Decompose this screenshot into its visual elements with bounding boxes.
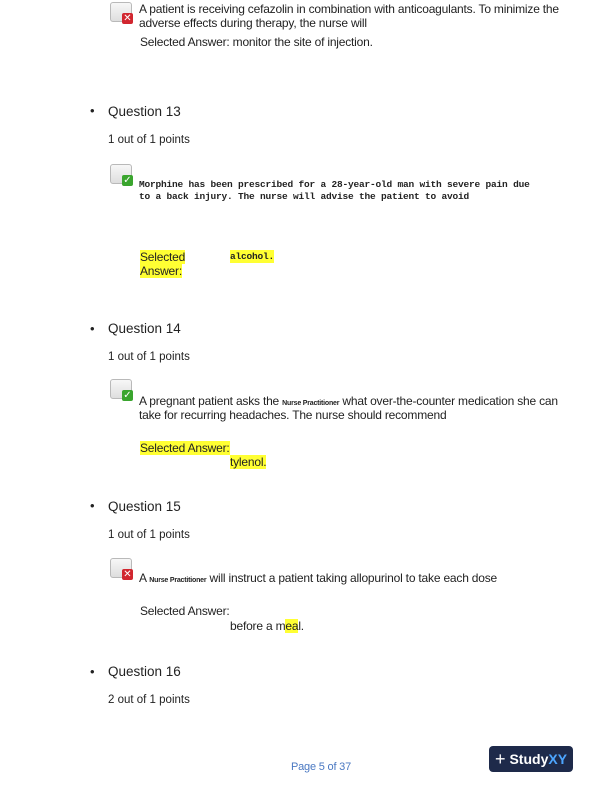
question-points: 1 out of 1 points — [108, 529, 190, 541]
nurse-practitioner-term: Nurse Practitioner — [282, 400, 340, 407]
correct-check-icon: ✓ — [123, 390, 132, 401]
stem-text: A pregnant patient asks the — [139, 394, 283, 408]
question-title: Question 13 — [108, 104, 181, 119]
correct-check-icon: ✓ — [123, 175, 132, 186]
incorrect-x-icon: ✕ — [123, 569, 132, 580]
question-stem: take for recurring headaches. The nurse should recommend — [139, 408, 447, 422]
selected-answer-value: tylenol. — [230, 455, 267, 469]
list-bullet: • — [90, 664, 95, 679]
selected-answer-label: Answer: — [140, 264, 182, 278]
question-status-incorrect-icon — [110, 558, 136, 582]
question-status-correct-icon — [110, 164, 136, 188]
selected-answer-label: Selected — [140, 250, 186, 264]
selected-answer: Selected Answer: monitor the site of injection. — [140, 35, 373, 49]
selected-answer-value: alcohol. — [230, 251, 275, 262]
question-status-correct-icon — [110, 379, 136, 403]
list-bullet: • — [90, 321, 95, 336]
page-number: Page 5 of 37 — [291, 761, 351, 773]
question-title: Question 15 — [108, 499, 181, 514]
question-points: 2 out of 1 points — [108, 694, 190, 706]
stem-text: will instruct a patient taking allopurinol to take each dose — [206, 571, 498, 585]
stem-text: what over-the-counter medication she can — [339, 394, 558, 408]
question-points: 1 out of 1 points — [108, 351, 190, 363]
incorrect-x-icon: ✕ — [123, 13, 132, 24]
plus-icon: + — [494, 749, 506, 769]
question-title: Question 14 — [108, 321, 181, 336]
selected-answer-label: Selected Answer: — [140, 604, 230, 618]
list-bullet: • — [90, 498, 95, 513]
question-points: 1 out of 1 points — [108, 134, 190, 146]
answer-highlight: ea — [285, 619, 299, 633]
question-stem: Morphine has been prescribed for a 28-year-old man with severe pain due — [139, 179, 530, 190]
question-stem: A patient is receiving cefazolin in combination with anticoagulants. To minimize the — [139, 2, 559, 16]
answer-text: before a m — [230, 619, 286, 633]
selected-answer-label: Selected Answer: — [140, 441, 230, 455]
question-status-incorrect-icon — [110, 2, 136, 26]
nurse-practitioner-term: Nurse Practitioner — [149, 577, 207, 584]
answer-text: l. — [298, 619, 304, 633]
question-stem — [139, 571, 497, 588]
question-title: Question 16 — [108, 664, 181, 679]
brand-name: StudyXY — [509, 751, 568, 767]
selected-answer-value — [230, 619, 304, 633]
question-stem: to a back injury. The nurse will advise the patient to avoid — [139, 191, 470, 202]
question-stem: adverse effects during therapy, the nurse will — [139, 16, 367, 30]
studyxy-logo[interactable] — [489, 746, 573, 772]
list-bullet: • — [90, 103, 95, 118]
stem-text: A — [139, 571, 150, 585]
